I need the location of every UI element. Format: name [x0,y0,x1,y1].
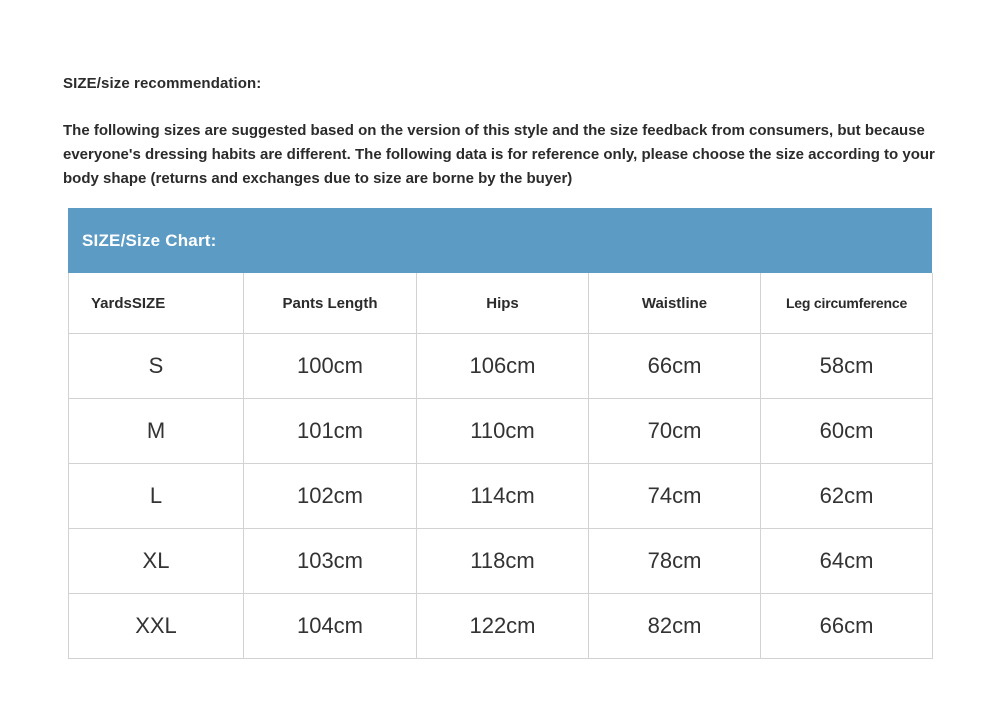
column-header-leg-circumference: Leg circumference [761,273,933,334]
cell-size: XXL [69,594,244,659]
cell-hips: 118cm [417,529,589,594]
cell-waistline: 66cm [589,334,761,399]
table-header-row [69,273,933,334]
cell-size: S [69,334,244,399]
table-row [69,594,933,659]
page-title: SIZE/size recommendation: [63,75,262,92]
table-row [69,399,933,464]
column-header-pants-length: Pants Length [244,273,417,334]
cell-hips: 114cm [417,464,589,529]
cell-leg-circumference: 64cm [761,529,933,594]
size-chart-header-label: SIZE/Size Chart: [82,230,217,250]
cell-waistline: 78cm [589,529,761,594]
size-chart-header [68,208,932,273]
cell-pants-length: 101cm [244,399,417,464]
cell-leg-circumference: 58cm [761,334,933,399]
cell-leg-circumference: 66cm [761,594,933,659]
cell-size: M [69,399,244,464]
cell-pants-length: 100cm [244,334,417,399]
column-header-waistline: Waistline [589,273,761,334]
column-header-yardssize: YardsSIZE [69,273,244,334]
cell-pants-length: 104cm [244,594,417,659]
cell-pants-length: 103cm [244,529,417,594]
cell-waistline: 74cm [589,464,761,529]
size-table [68,273,933,659]
intro-paragraph: The following sizes are suggested based on the version of this style and the size feedback from consumers, but because everyone's dressing habits are different. The following data is for reference only, please choose the size according to your body shape (returns and exchanges due to size are borne by the buyer) [63,122,935,187]
cell-waistline: 70cm [589,399,761,464]
cell-hips: 110cm [417,399,589,464]
table-row [69,464,933,529]
cell-pants-length: 102cm [244,464,417,529]
cell-leg-circumference: 60cm [761,399,933,464]
cell-hips: 106cm [417,334,589,399]
table-row [69,529,933,594]
table-row [69,334,933,399]
cell-size: L [69,464,244,529]
size-chart [68,208,932,659]
cell-hips: 122cm [417,594,589,659]
cell-waistline: 82cm [589,594,761,659]
cell-leg-circumference: 62cm [761,464,933,529]
column-header-hips: Hips [417,273,589,334]
cell-size: XL [69,529,244,594]
